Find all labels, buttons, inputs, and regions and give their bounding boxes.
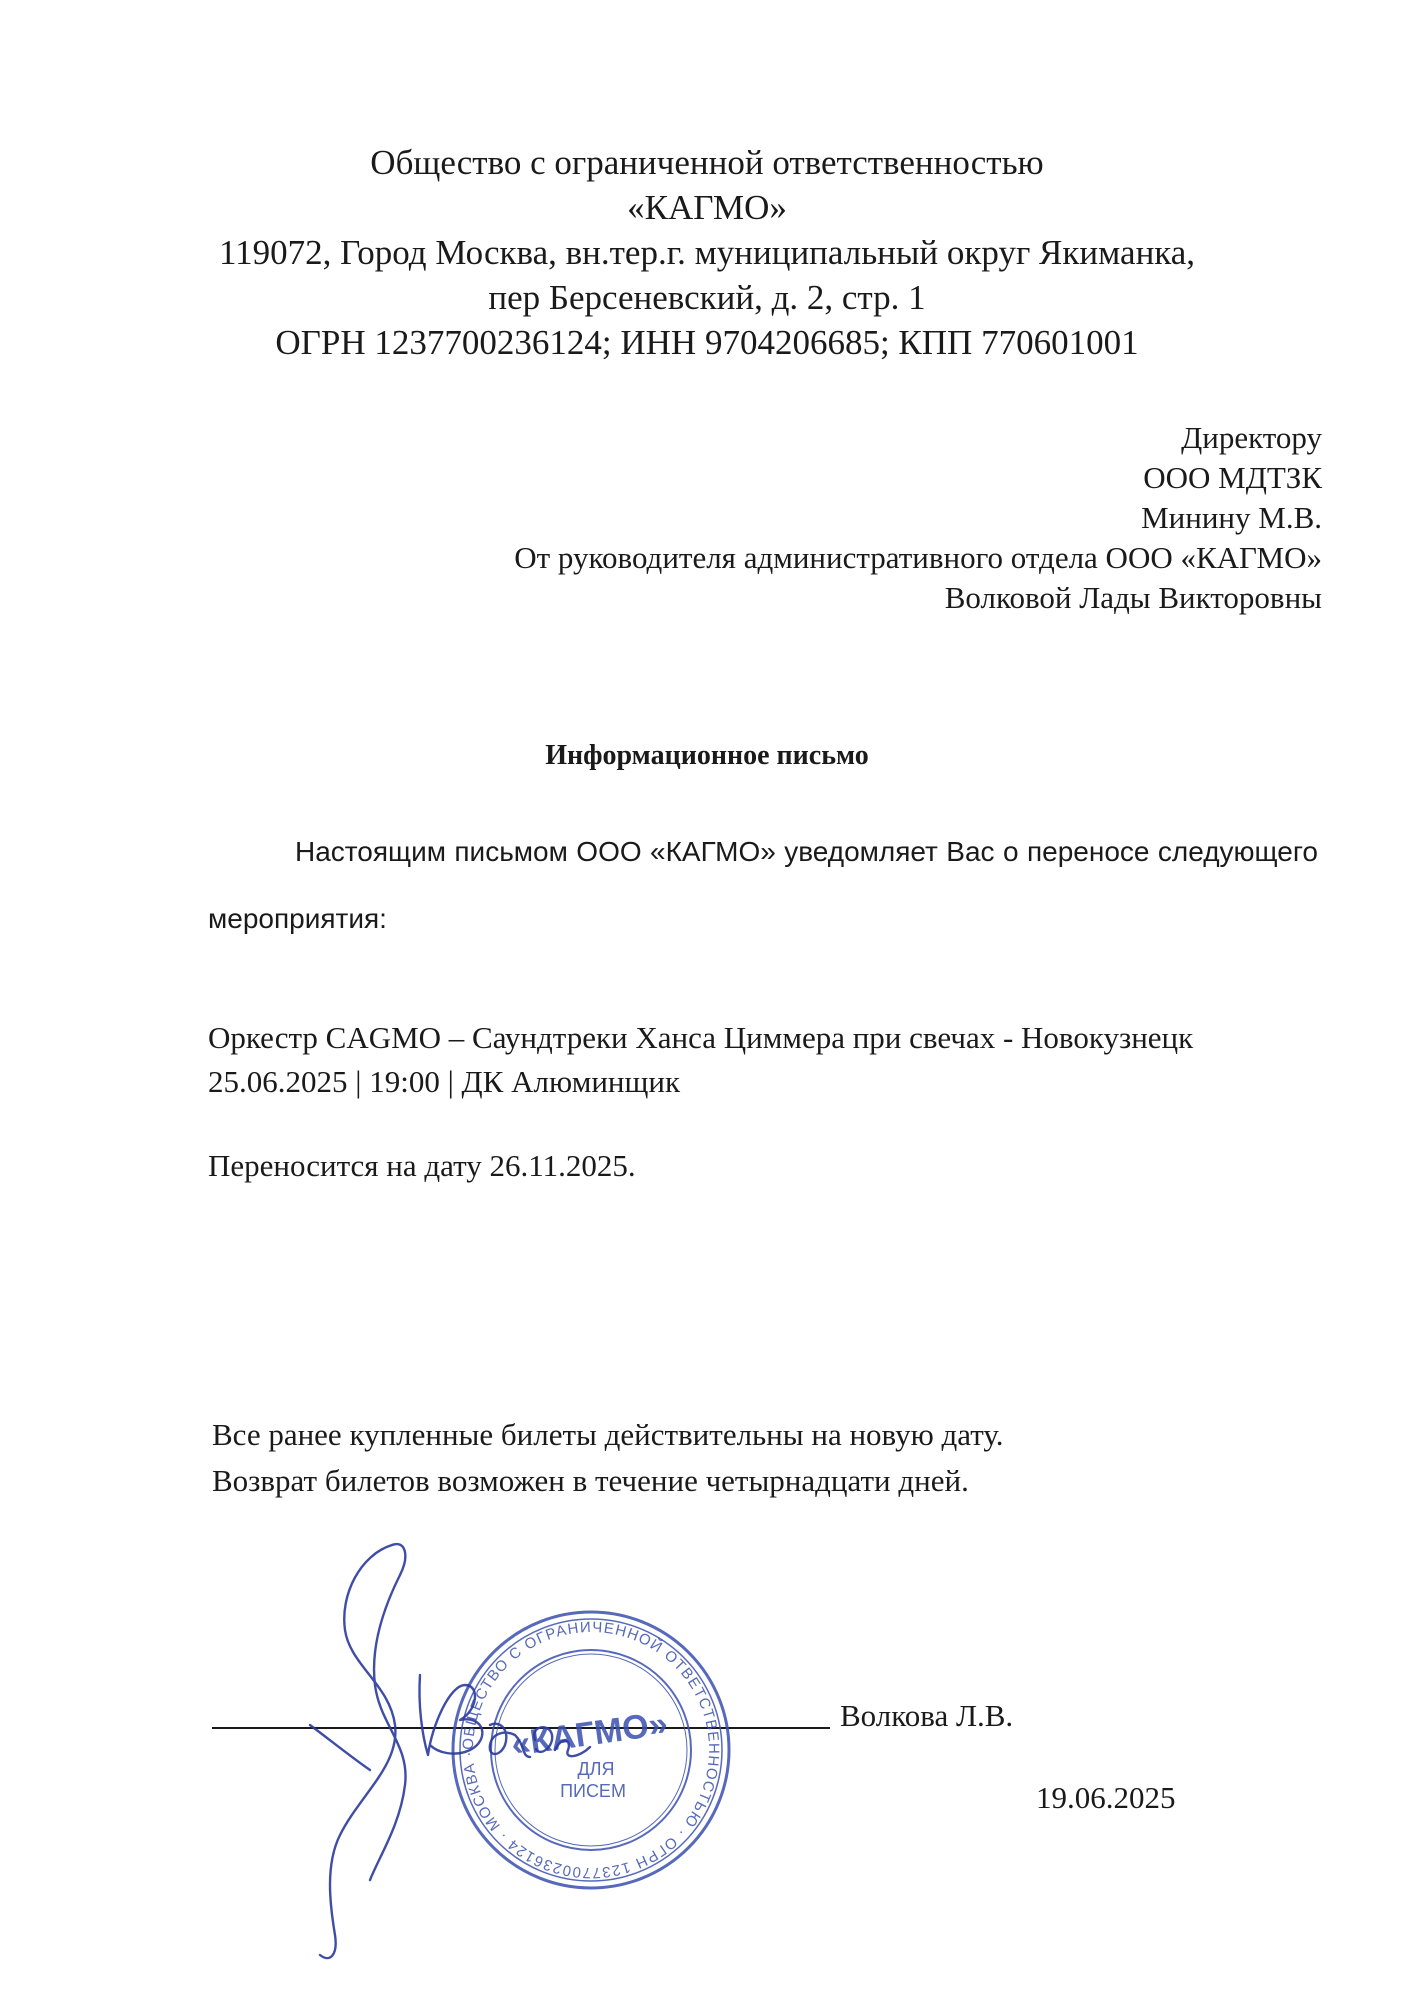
signature-date: 19.06.2025: [1036, 1780, 1176, 1815]
sender-line: От руководителя административного отдела ООО «КАГМО»: [514, 540, 1322, 575]
stamp-sub-1: ДЛЯ: [577, 1759, 615, 1779]
event-details: 25.06.2025 | 19:00 | ДК Алюминщик: [208, 1064, 681, 1099]
handwritten-signature: [300, 1535, 723, 1965]
address-line-2: пер Берсеневский, д. 2, стр. 1: [488, 278, 926, 317]
recipient-block: [514, 418, 1322, 618]
ticket-notes: [212, 1412, 1004, 1504]
document-title: Информационное письмо: [545, 740, 869, 771]
letterhead: [0, 140, 1414, 365]
ticket-note-refund: Возврат билетов возможен в течение четырнадцати дней.: [212, 1463, 969, 1498]
ticket-note-valid: Все ранее купленные билеты действительны на новую дату.: [212, 1417, 1004, 1452]
registry-numbers: ОГРН 1237700236124; ИНН 9704206685; КПП 770601001: [275, 323, 1139, 362]
stamp-sub-2: ПИСЕМ: [560, 1781, 626, 1801]
stamp-company-name: «КАГМО»: [509, 1704, 670, 1764]
recipient-name: Минину М.В.: [1141, 500, 1322, 535]
address-line-1: 119072, Город Москва, вн.тер.г. муниципальный округ Якиманка,: [218, 233, 1196, 272]
intro-paragraph: Настоящим письмом ООО «КАГМО» уведомляет Вас о переносе следующего мероприятия:: [208, 836, 1318, 934]
postponed-notice: Переносится на дату 26.11.2025.: [208, 1148, 636, 1183]
org-name: Общество с ограниченной ответственностью: [370, 143, 1044, 182]
org-short-name: «КАГМО»: [627, 188, 787, 227]
recipient-company: ООО МДТЗК: [1143, 460, 1322, 495]
event-block: [208, 1016, 1193, 1104]
signer-name: Волкова Л.В.: [840, 1698, 1014, 1733]
recipient-position: Директору: [1181, 420, 1322, 455]
stamp-outer-text: ОБЩЕСТВО С ОГРАНИЧЕННОЙ ОТВЕТСТВЕННОСТЬЮ · ОГРН 1237700236124 · МОСКВА ·: [459, 1618, 723, 1882]
sender-name: Волковой Лады Викторовны: [944, 580, 1322, 615]
event-name: Оркестр CAGMO – Саундтреки Ханса Циммера при свечах - Новокузнецк: [208, 1020, 1194, 1055]
